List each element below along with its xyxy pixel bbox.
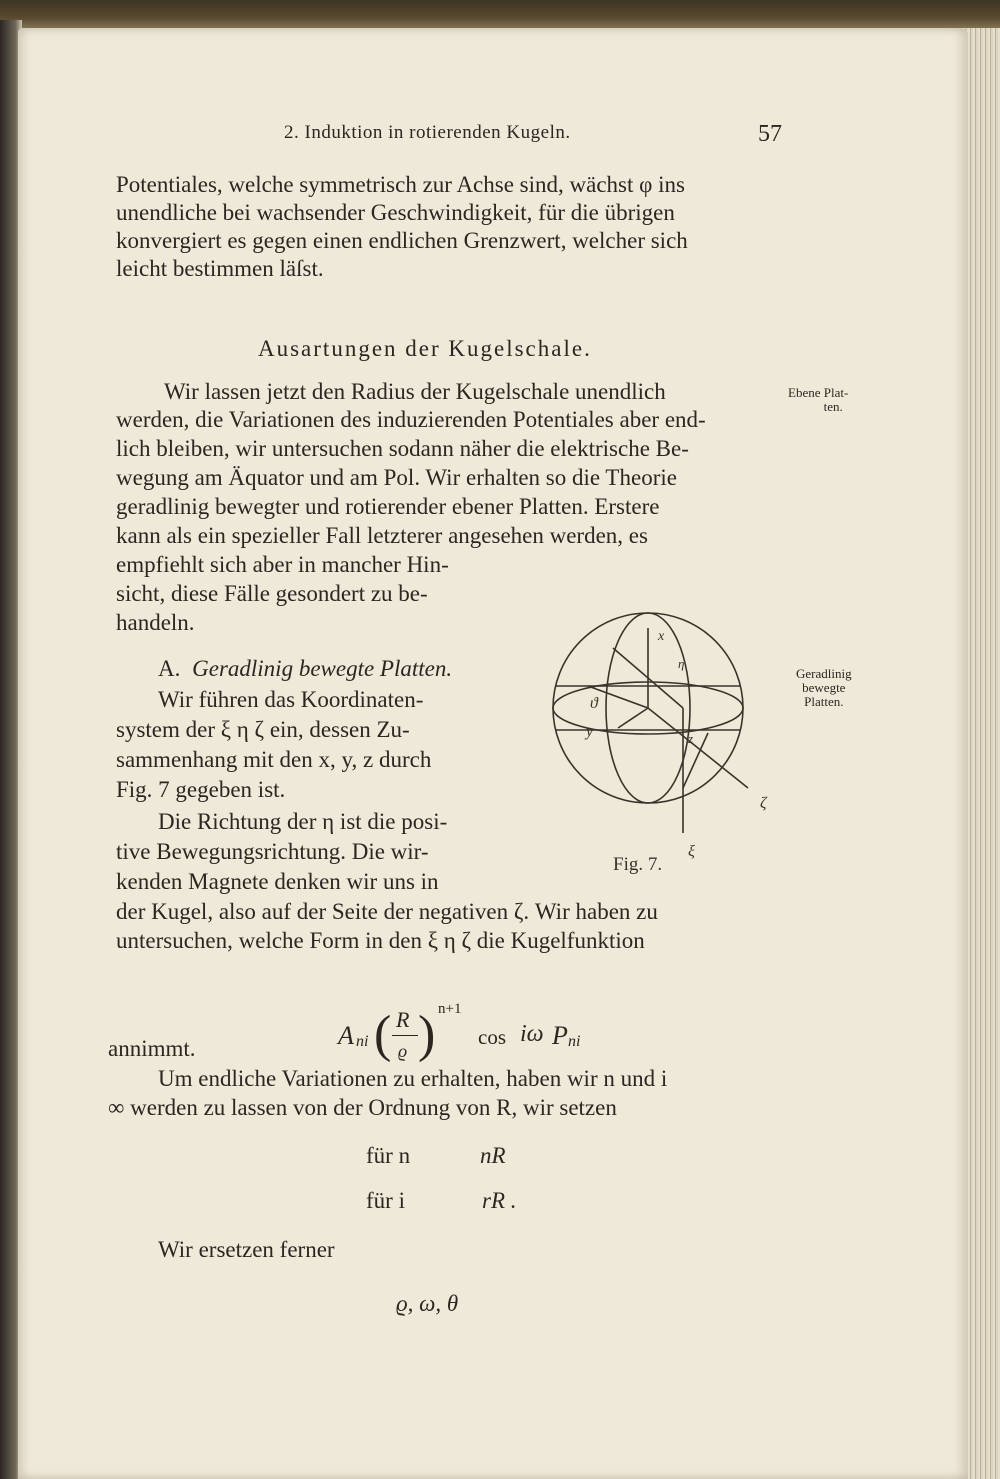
margin-note-ebene: Ebene Plat- ten. <box>788 385 849 414</box>
substitution-label: für n <box>366 1143 411 1168</box>
paren-left: ( <box>374 1006 392 1063</box>
label-xi: ξ <box>688 843 695 860</box>
text-line: Fig. 7 gegeben ist. <box>116 777 286 802</box>
text-line: annimmt. <box>108 1036 196 1061</box>
text-line: Wir lassen jetzt den Radius der Kugelschale unendlich <box>164 379 666 404</box>
substitution-label: für i <box>366 1188 405 1213</box>
text-line: unendliche bei wachsender Geschwindigkeit, für die übrigen <box>116 200 675 225</box>
fraction-bar <box>392 1035 418 1036</box>
text-line: untersuchen, welche Form in den ξ η ζ die Kugelfunktion <box>116 928 645 953</box>
running-title: 2. Induktion in rotierenden Kugeln. <box>284 122 571 143</box>
figure-caption: Fig. 7. <box>613 854 663 875</box>
book-binding-top <box>0 0 1000 30</box>
label-zeta: ζ <box>760 795 767 812</box>
substitution-value: nR <box>480 1143 506 1168</box>
text-line: kenden Magnete denken wir uns in <box>116 869 439 894</box>
text-line: sammenhang mit den x, y, z durch <box>116 747 432 772</box>
label-x: x <box>658 629 665 644</box>
text-line: der Kugel, also auf der Seite der negativen ζ. Wir haben zu <box>116 899 658 924</box>
text-line: tive Bewegungsrichtung. Die wir- <box>116 839 429 864</box>
text-line: wegung am Äquator und am Pol. Wir erhalten so die Theorie <box>116 465 677 490</box>
text-line: Die Richtung der η ist die posi- <box>158 809 448 834</box>
text-line: lich bleiben, wir untersuchen sodann näher die elektrische Be- <box>116 436 689 461</box>
symbols-line: ϱ, ω, θ <box>396 1291 459 1316</box>
text-line: leicht bestimmen läſst. <box>116 256 324 281</box>
text-line: werden, die Variationen des induzierenden Potentiales aber end- <box>116 407 706 432</box>
paren-right: ) <box>418 1006 436 1063</box>
figure-7-sphere <box>538 608 798 888</box>
text-line: system der ξ η ζ ein, dessen Zu- <box>116 717 410 742</box>
label-theta: ϑ <box>590 695 598 712</box>
diagonal-line <box>618 708 648 728</box>
text-line: ∞ werden zu lassen von der Ordnung von R, wir setzen <box>108 1095 617 1120</box>
text-line: sicht, diese Fälle gesondert zu be- <box>116 581 428 606</box>
text-line: kann als ein spezieller Fall letzterer angesehen werden, es <box>116 523 648 548</box>
section-title: Ausartungen der Kugelschale. <box>258 336 592 361</box>
text-line: Wir ersetzen ferner <box>158 1237 335 1262</box>
book-page <box>18 28 968 1479</box>
text-line: handeln. <box>116 610 195 635</box>
label-y: y <box>586 723 594 740</box>
text-line: Potentiales, welche symmetrisch zur Achse sind, wächst φ ins <box>116 172 685 197</box>
text-line: Wir führen das Koordinaten- <box>158 687 424 712</box>
subsection-heading: A. Geradlinig bewegte Platten. <box>158 656 453 681</box>
text-line: geradlinig bewegter und rotierender ebener Platten. Erstere <box>116 494 660 519</box>
text-line: konvergiert es gegen einen endlichen Grenzwert, welcher sich <box>116 228 688 253</box>
margin-note-geradlinig: Geradlinig bewegte Platten. <box>796 666 852 709</box>
label-eta: η <box>678 656 685 671</box>
text-line: Um endliche Variationen zu erhalten, haben wir n und i <box>158 1066 668 1091</box>
page-number: 57 <box>758 121 782 147</box>
text-line: empfiehlt sich aber in mancher Hin- <box>116 552 449 577</box>
label-z: z <box>688 731 694 746</box>
substitution-value: rR . <box>482 1188 517 1213</box>
formula: A ni ( R ϱ ) n+1 cos iω P ni <box>338 1001 581 1063</box>
